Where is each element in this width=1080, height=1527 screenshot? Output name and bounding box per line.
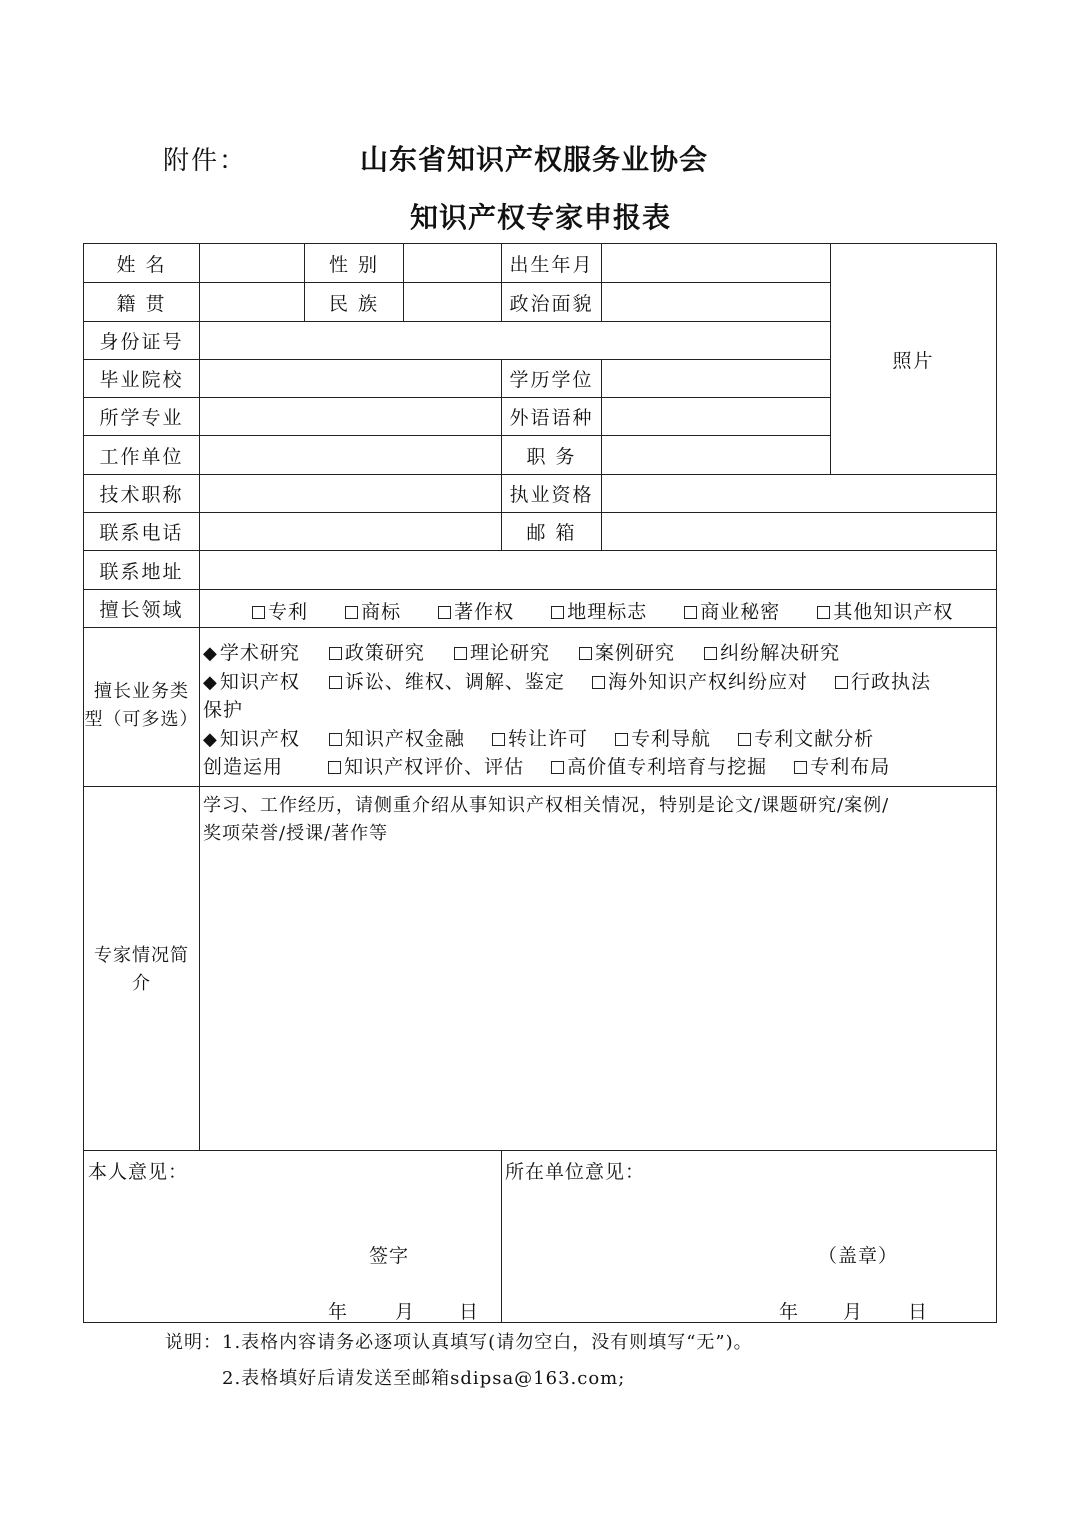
diamond-icon: ◆ xyxy=(203,672,218,693)
photo-box[interactable]: 照片 xyxy=(892,349,935,372)
input-degree[interactable] xyxy=(603,361,829,396)
note-line1: 说明：1.表格内容请务必逐项认真填写(请勿空白，没有则填写“无”)。 xyxy=(165,1332,753,1353)
checkbox-icon xyxy=(252,606,265,619)
checkbox-copyright[interactable]: 著作权 xyxy=(438,601,514,623)
input-birth[interactable] xyxy=(603,245,829,281)
profile-hint-line1: 学习、工作经历，请侧重介绍从事知识产权相关情况，特别是论文/课题研究/案例/ xyxy=(203,795,890,816)
expertise-field-options xyxy=(252,597,953,624)
checkbox-icon xyxy=(615,733,628,746)
input-political[interactable] xyxy=(603,284,829,320)
attachment-label: 附件： xyxy=(163,146,248,176)
input-position[interactable] xyxy=(603,437,829,473)
checkbox-geo-indication[interactable]: 地理标志 xyxy=(551,601,647,623)
checkbox-patent[interactable]: 专利 xyxy=(252,601,308,623)
checkbox-icon xyxy=(329,733,342,746)
label-email: 邮 箱 xyxy=(526,522,577,544)
checkbox-icon xyxy=(438,606,451,619)
input-phone[interactable] xyxy=(201,514,500,549)
label-school: 毕业院校 xyxy=(99,369,184,391)
business-group-protection: ◆ 知识产权 诉讼、维权、调解、鉴定 海外知识产权纠纷应对 行政执法 xyxy=(203,671,932,693)
label-gender: 性 别 xyxy=(328,253,380,276)
input-address[interactable] xyxy=(201,552,995,588)
input-qualification[interactable] xyxy=(603,476,995,511)
diamond-icon: ◆ xyxy=(203,643,218,664)
self-date-day: 日 xyxy=(459,1301,480,1323)
checkbox-high-value-patent[interactable]: 高价值专利培育与挖掘 xyxy=(551,756,767,778)
label-major: 所学专业 xyxy=(99,407,184,429)
checkbox-icon xyxy=(551,761,564,774)
checkbox-theory-research[interactable]: 理论研究 xyxy=(454,642,550,664)
input-major[interactable] xyxy=(201,399,500,434)
label-employer: 工作单位 xyxy=(99,445,184,468)
organization-title: 山东省知识产权服务业协会 xyxy=(360,143,709,176)
checkbox-icon xyxy=(454,647,467,660)
self-date-month: 月 xyxy=(395,1301,416,1323)
unit-date-day: 日 xyxy=(908,1301,929,1323)
checkbox-case-research[interactable]: 案例研究 xyxy=(579,642,675,664)
label-phone: 联系电话 xyxy=(99,522,184,544)
self-date-year: 年 xyxy=(328,1301,349,1323)
label-name: 姓 名 xyxy=(116,253,167,276)
input-language[interactable] xyxy=(603,399,829,434)
checkbox-trademark[interactable]: 商标 xyxy=(345,601,401,623)
label-degree: 学历学位 xyxy=(509,369,594,391)
business-group-protection-cont: 保护 xyxy=(203,699,244,721)
input-ethnicity[interactable] xyxy=(405,284,500,320)
label-id-number: 身份证号 xyxy=(99,331,184,353)
label-position: 职 务 xyxy=(526,445,577,468)
input-gender[interactable] xyxy=(405,245,500,281)
label-address: 联系地址 xyxy=(99,560,184,583)
label-title: 技术职称 xyxy=(99,484,184,506)
profile-textarea[interactable] xyxy=(201,850,995,1148)
checkbox-icon xyxy=(492,733,505,746)
business-group-academic: ◆ 学术研究 政策研究 理论研究 案例研究 纠纷解决研究 xyxy=(203,642,841,664)
business-group-creation-cont: 创造运用 知识产权评价、评估 高价值专利培育与挖掘 专利布局 xyxy=(203,756,891,778)
checkbox-other-ip[interactable]: 其他知识产权 xyxy=(817,601,953,623)
form-title: 知识产权专家申报表 xyxy=(410,201,672,234)
label-ethnicity: 民 族 xyxy=(328,292,380,315)
checkbox-icon xyxy=(329,647,342,660)
profile-hint-line2: 奖项荣誉/授课/著作等 xyxy=(203,823,389,844)
checkbox-ip-evaluation[interactable]: 知识产权评价、评估 xyxy=(328,756,524,778)
self-opinion-area[interactable] xyxy=(85,1185,499,1320)
input-employer[interactable] xyxy=(201,437,500,473)
label-native-place: 籍 贯 xyxy=(116,292,167,315)
label-business-types: 擅长业务类 型（可多选） xyxy=(84,681,199,730)
label-birth: 出生年月 xyxy=(509,253,594,276)
label-political: 政治面貌 xyxy=(509,292,594,315)
seal-label: （盖章） xyxy=(818,1245,899,1267)
note-line2: 2.表格填好后请发送至邮箱sdipsa@163.com; xyxy=(222,1368,626,1389)
checkbox-icon xyxy=(704,647,717,660)
input-title[interactable] xyxy=(201,476,500,511)
checkbox-patent-analysis[interactable]: 专利文献分析 xyxy=(738,728,874,750)
unit-date-year: 年 xyxy=(779,1301,800,1323)
unit-opinion-area[interactable] xyxy=(503,1185,995,1320)
checkbox-trade-secret[interactable]: 商业秘密 xyxy=(684,601,780,623)
checkbox-patent-navigation[interactable]: 专利导航 xyxy=(615,728,711,750)
checkbox-overseas-dispute[interactable]: 海外知识产权纠纷应对 xyxy=(592,671,808,693)
self-opinion-label: 本人意见： xyxy=(88,1161,189,1183)
label-qualification: 执业资格 xyxy=(509,484,594,506)
checkbox-admin-enforcement[interactable]: 行政执法 xyxy=(835,671,931,693)
input-email[interactable] xyxy=(603,514,995,549)
label-expertise-field: 擅长领域 xyxy=(99,599,184,621)
checkbox-icon xyxy=(592,676,605,689)
checkbox-icon xyxy=(835,676,848,689)
input-id-number[interactable] xyxy=(201,323,829,358)
checkbox-icon xyxy=(328,761,341,774)
checkbox-licensing[interactable]: 转让许可 xyxy=(492,728,588,750)
checkbox-dispute-research[interactable]: 纠纷解决研究 xyxy=(704,642,840,664)
unit-date-month: 月 xyxy=(843,1301,864,1323)
checkbox-ip-finance[interactable]: 知识产权金融 xyxy=(329,728,465,750)
input-name[interactable] xyxy=(201,245,303,281)
input-native-place[interactable] xyxy=(201,284,303,320)
input-school[interactable] xyxy=(201,361,500,396)
checkbox-icon xyxy=(817,606,830,619)
unit-opinion-label: 所在单位意见： xyxy=(505,1161,646,1183)
checkbox-policy-research[interactable]: 政策研究 xyxy=(329,642,425,664)
checkbox-icon xyxy=(579,647,592,660)
checkbox-patent-layout[interactable]: 专利布局 xyxy=(794,756,890,778)
checkbox-icon xyxy=(329,676,342,689)
checkbox-icon xyxy=(738,733,751,746)
checkbox-icon xyxy=(551,606,564,619)
checkbox-icon xyxy=(684,606,697,619)
label-profile: 专家情况简 介 xyxy=(94,945,189,994)
checkbox-icon xyxy=(345,606,358,619)
signature-label: 签字 xyxy=(369,1245,410,1267)
checkbox-icon xyxy=(794,761,807,774)
business-group-creation: ◆ 知识产权 知识产权金融 转让许可 专利导航 专利文献分析 xyxy=(203,728,875,750)
label-language: 外语语种 xyxy=(509,407,594,429)
diamond-icon: ◆ xyxy=(203,729,218,750)
checkbox-litigation[interactable]: 诉讼、维权、调解、鉴定 xyxy=(329,671,565,693)
